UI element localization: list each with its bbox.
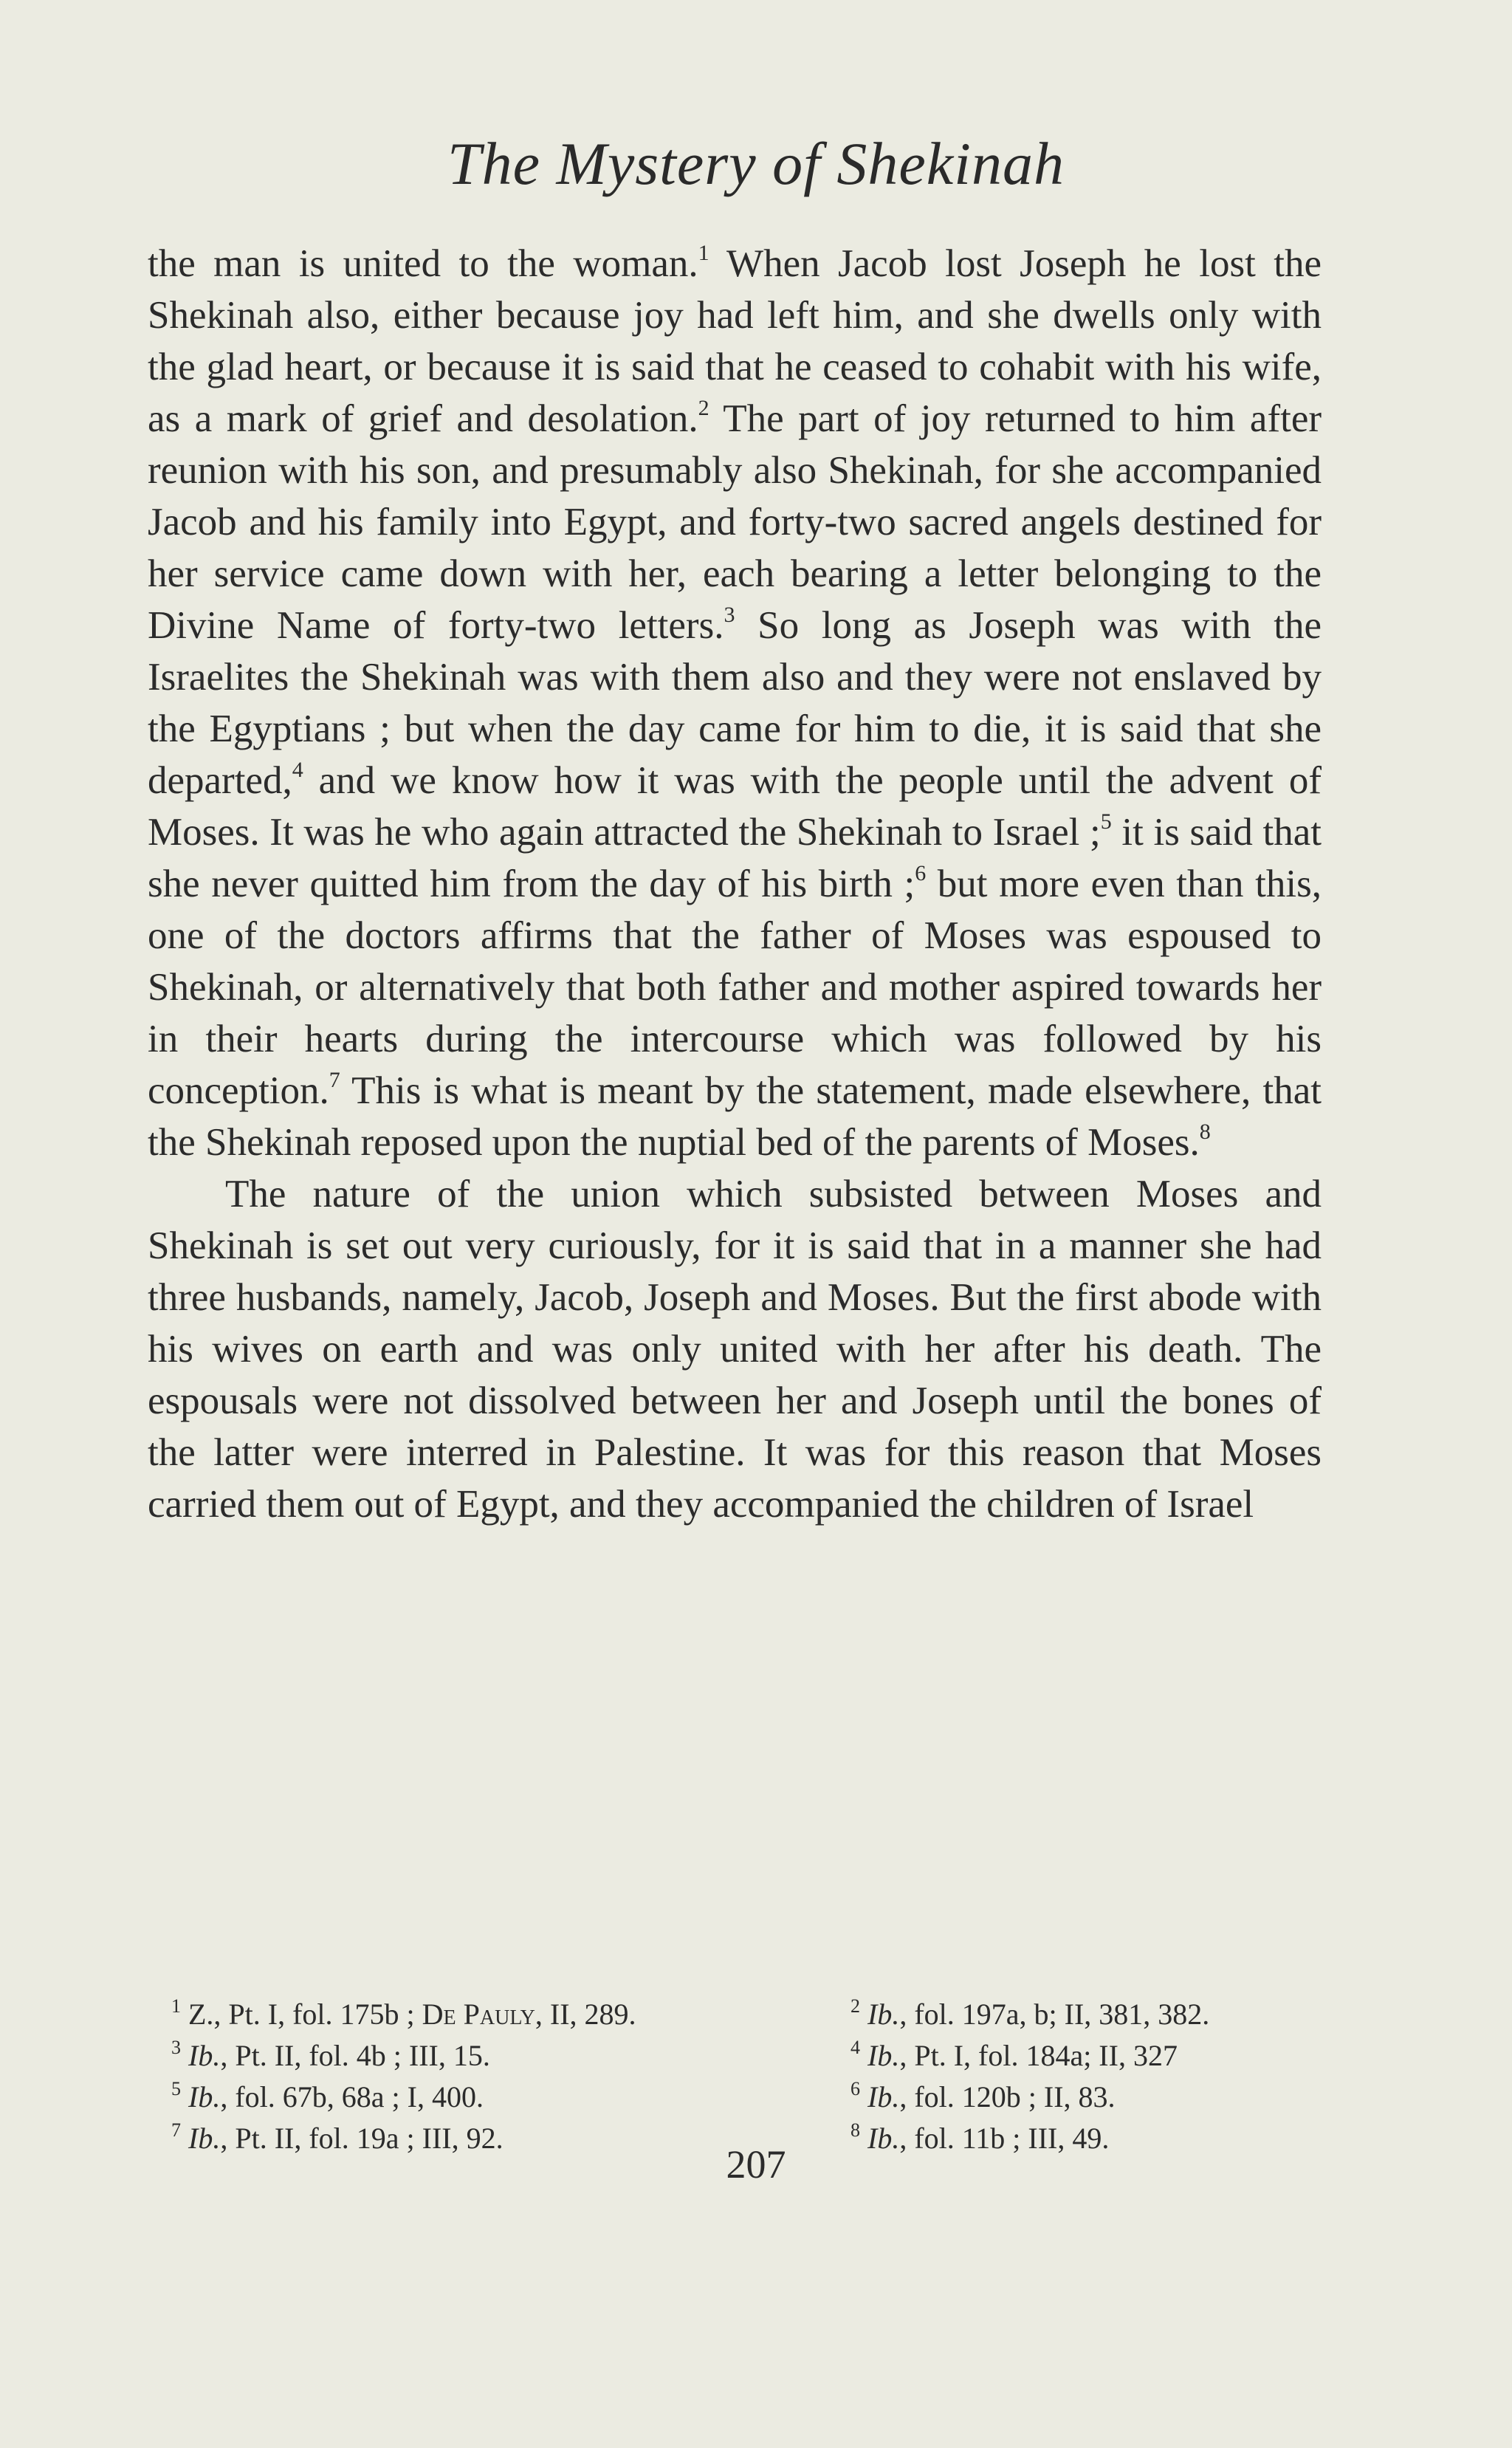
footnote-marker[interactable]: 4 [292, 758, 303, 782]
footnote-marker[interactable]: 5 [1100, 809, 1112, 834]
footnote-marker[interactable]: 6 [915, 861, 927, 885]
body-text [148, 238, 1322, 1530]
footnote-text: De Pauly [422, 1998, 535, 2031]
footnote-text: Ib. [188, 2080, 221, 2113]
footnote-text: , Pt. II, fol. 4b ; III, 15. [220, 2039, 490, 2072]
page-number: 207 [726, 2142, 786, 2187]
paragraph-2: The nature of the union which subsisted between Moses and Shekinah is set out very curiously, for it is said that in a manner she had three husbands, namely, Jacob, Joseph and Moses. But the first abode with his wives on earth and was only united with her after his death. The espousals were not dissolved between her and Joseph until the bones of the latter were interred in Palestine. It was for this reason that Moses carried them out of Egypt, and they accompanied the children of Israel [148, 1173, 1322, 1526]
text-run: So long as Joseph was with the Israelites the Shekinah was with them also and they were not enslaved by the Egyptians ; but when the day came for him to die, it is said that she departed, [148, 604, 1322, 802]
footnote-text: Ib. [188, 2122, 221, 2155]
text-run: and we know how it was with the people until the advent of Moses. It was he who again attracted the Shekinah to Israel ; [148, 759, 1322, 854]
footnote-marker[interactable]: 1 [698, 241, 709, 265]
text-run: it is said that she never quitted him from the day of his birth ; [148, 811, 1322, 905]
footnote-text: , fol. 197a, b; II, 381, 382. [899, 1998, 1210, 2031]
footnote [850, 1994, 1323, 2035]
footnote-number: 8 [850, 2119, 860, 2141]
footnote [171, 2035, 850, 2077]
footnote-number: 5 [171, 2078, 181, 2099]
footnote-text: , Pt. II, fol. 19a ; III, 92. [220, 2122, 504, 2155]
footnote-marker[interactable]: 7 [329, 1068, 340, 1092]
footnote-text: Ib. [867, 2039, 900, 2072]
footnotes [171, 1994, 1323, 2159]
footnote [171, 1994, 850, 2035]
footnote [850, 2077, 1323, 2118]
footnote-text: Ib. [867, 2080, 900, 2113]
footnote-text: , Pt. I, fol. 184a; II, 327 [899, 2039, 1178, 2072]
footnote-text: , fol. 11b ; III, 49. [899, 2122, 1110, 2155]
footnote-text: , fol. 67b, 68a ; I, 400. [220, 2080, 484, 2113]
footnote-text: , II, 289. [535, 1998, 636, 2031]
footnote-marker[interactable]: 8 [1199, 1120, 1211, 1144]
footnote [171, 2077, 850, 2118]
footnote-number: 2 [850, 1995, 860, 2017]
footnote-marker[interactable]: 2 [698, 396, 709, 420]
paragraph-1 [148, 238, 1322, 1168]
text-run: This is what is meant by the statement, made elsewhere, that the Shekinah reposed upon the nuptial bed of the parents of Moses. [148, 1069, 1322, 1164]
footnote-text: Ib. [867, 1998, 900, 2031]
footnote-marker[interactable]: 3 [724, 603, 735, 627]
text-run: When Jacob lost Joseph he lost the Shekinah also, either because joy had left him, and she dwells only with the glad heart, or because it is said that he ceased to cohabit with his wife, as a mark of grief and desolation. [148, 242, 1322, 440]
footnote-text: Ib. [867, 2122, 900, 2155]
text-run: The part of joy returned to him after reunion with his son, and presumably also Shekinah, for she accompanied Jacob and his family into Egypt, and forty-two sacred angels destined for her service came down with her, each bearing a letter belonging to the Divine Name of forty-two letters. [148, 397, 1322, 647]
text-run: the man is united to the woman. [148, 242, 698, 285]
text-run: but more even than this, one of the doctors affirms that the father of Moses was espoused to Shekinah, or alternatively that both father and mother aspired towards her in their hearts during the intercourse which was followed by his conception. [148, 863, 1322, 1112]
footnote-number: 6 [850, 2078, 860, 2099]
footnote-text: Z., Pt. I, fol. 175b ; [188, 1998, 422, 2031]
running-head: The Mystery of Shekinah [447, 130, 1065, 197]
footnote-text: , fol. 120b ; II, 83. [899, 2080, 1116, 2113]
footnote [850, 2035, 1323, 2077]
footnote-number: 1 [171, 1995, 181, 2017]
footnote-number: 4 [850, 2037, 860, 2058]
footnote-number: 3 [171, 2037, 181, 2058]
footnote-number: 7 [171, 2119, 181, 2141]
footnote-text: Ib. [188, 2039, 221, 2072]
